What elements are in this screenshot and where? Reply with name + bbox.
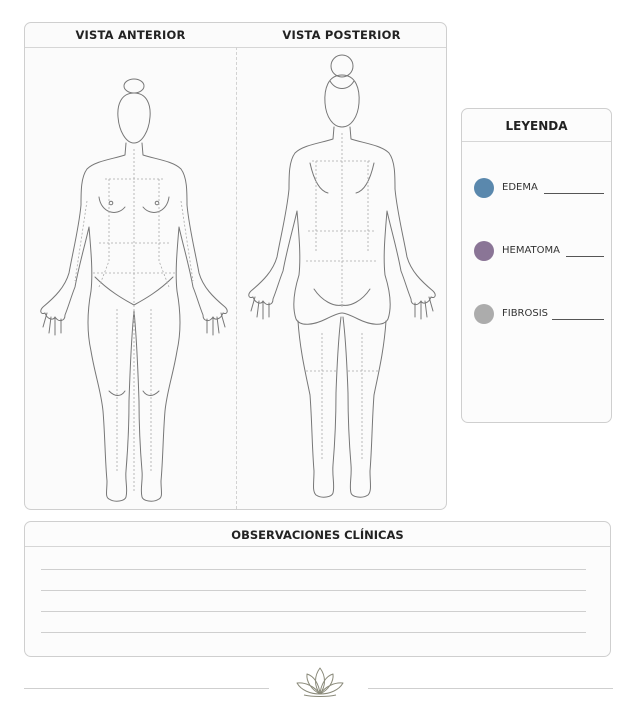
legend-header xyxy=(462,109,611,142)
posterior-view-title: VISTA POSTERIOR xyxy=(282,28,401,42)
legend-write-line[interactable] xyxy=(566,256,604,257)
legend-item-label: HEMATOMA xyxy=(502,245,560,256)
observation-write-line[interactable] xyxy=(41,632,586,633)
fibrosis-color-dot xyxy=(474,304,494,324)
legend-write-line[interactable] xyxy=(552,319,604,320)
observation-write-line[interactable] xyxy=(41,590,586,591)
legend-item-hematoma xyxy=(474,241,606,263)
legend-item-fibrosis xyxy=(474,304,606,326)
legend-write-line[interactable] xyxy=(544,193,604,194)
legend-item-label: FIBROSIS xyxy=(502,308,549,319)
hematoma-color-dot xyxy=(474,241,494,261)
legend-item-edema xyxy=(474,178,606,200)
legend-panel xyxy=(461,108,612,423)
views-header xyxy=(25,23,446,48)
anterior-view-title: VISTA ANTERIOR xyxy=(75,28,186,42)
observations-title: OBSERVACIONES CLÍNICAS xyxy=(231,528,404,542)
footer-divider-right xyxy=(368,688,613,689)
body-diagram-panel xyxy=(24,22,447,510)
observation-write-line[interactable] xyxy=(41,569,586,570)
head xyxy=(325,75,359,127)
anterior-body-figure xyxy=(25,51,236,506)
hair-bun xyxy=(331,55,353,77)
edema-color-dot xyxy=(474,178,494,198)
legend-title: LEYENDA xyxy=(505,119,568,133)
footer-divider-left xyxy=(24,688,269,689)
head xyxy=(118,93,150,143)
lotus-icon xyxy=(294,664,346,698)
legend-item-label: EDEMA xyxy=(502,182,538,193)
clinical-observations-panel xyxy=(24,521,611,657)
observation-write-line[interactable] xyxy=(41,611,586,612)
observations-header xyxy=(25,522,610,547)
posterior-body-figure xyxy=(236,51,447,506)
hair-bun xyxy=(124,79,144,93)
